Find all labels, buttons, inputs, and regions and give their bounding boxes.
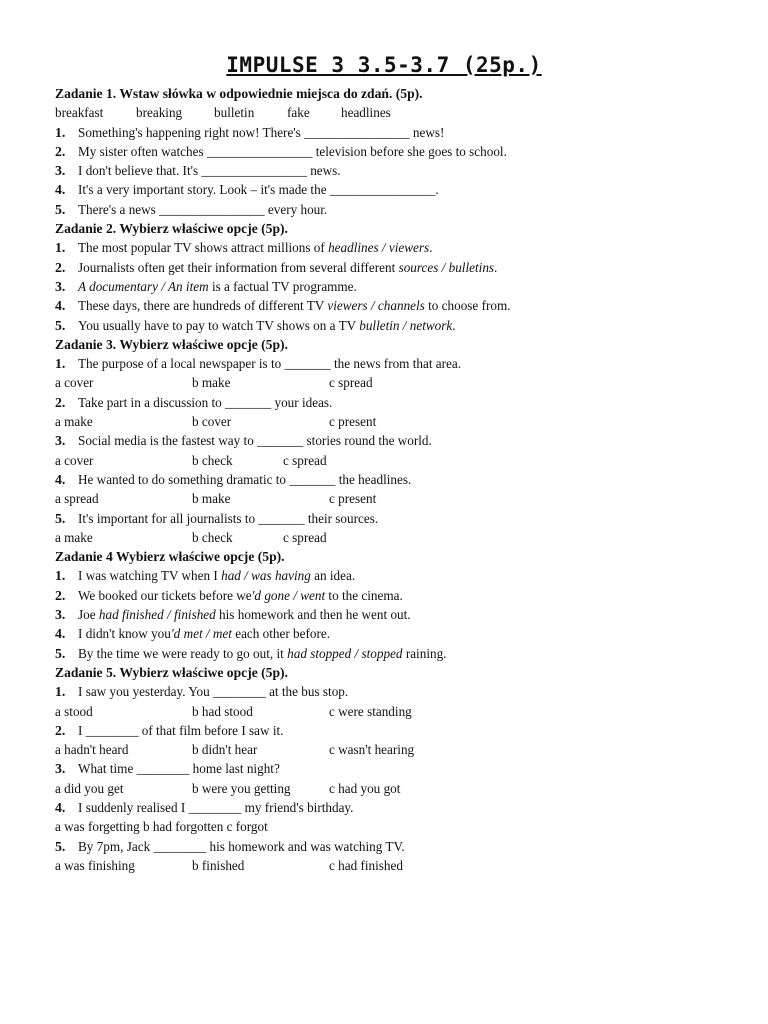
item-text-pre: You usually have to pay to watch TV shows on a TV — [78, 317, 360, 333]
task4-item — [55, 605, 755, 624]
task5-item — [55, 682, 755, 701]
task3-item — [55, 470, 755, 489]
option-b: b didn't hear — [192, 742, 258, 758]
item-text-pre: We booked our tickets before we — [78, 587, 252, 603]
item-number: 3. — [55, 278, 66, 294]
item-text: I saw you yesterday. You ________ at the bus stop. — [78, 684, 349, 700]
option-a: a cover — [55, 375, 94, 391]
task5-heading: Zadanie 5. Wybierz właściwe opcje (5p). — [55, 664, 288, 680]
option-c: c present — [329, 491, 377, 507]
page-title: IMPULSE 3 3.5-3.7 (25p.) — [226, 53, 542, 77]
option-b: b finished — [192, 857, 245, 873]
task1-word-bank — [55, 103, 755, 122]
item-options: A documentary / An item — [78, 278, 209, 294]
item-text — [78, 316, 755, 335]
word-bank-item: breaking — [136, 105, 183, 121]
item-text-pre: The most popular TV shows attract millions of — [78, 240, 329, 256]
option-c: c were standing — [329, 703, 412, 719]
item-text-post: to the cinema. — [325, 587, 403, 603]
item-number: 2. — [55, 722, 66, 738]
item-text — [78, 586, 755, 605]
task3-options — [55, 373, 755, 392]
item-number: 5. — [55, 317, 66, 333]
item-text — [78, 238, 755, 257]
option-a: a did you get — [55, 780, 124, 796]
item-text-post: . — [429, 240, 433, 256]
item-number: 1. — [55, 124, 66, 140]
option-c: c present — [329, 414, 377, 430]
item-options: had / was having — [221, 568, 311, 584]
task2-item — [55, 316, 755, 335]
item-number: 4. — [55, 471, 66, 487]
item-text — [78, 296, 755, 315]
task4-item — [55, 586, 755, 605]
item-text — [78, 644, 755, 663]
task2-item — [55, 296, 755, 315]
task3-item — [55, 393, 755, 412]
item-options: bulletin / network — [359, 317, 453, 333]
task3-options — [55, 528, 755, 547]
task5-options-line: a was forgetting b had forgotten c forgot — [55, 819, 268, 835]
task5-options — [55, 702, 755, 721]
option-b: b check — [192, 452, 233, 468]
item-text: I ________ of that film before I saw it. — [78, 722, 284, 738]
option-c: c spread — [329, 375, 373, 391]
option-a: a cover — [55, 452, 94, 468]
item-text: What time ________ home last night? — [78, 761, 280, 777]
task4-item — [55, 624, 755, 643]
item-text-pre: By the time we were ready to go out, it — [78, 645, 288, 661]
item-text-pre: Joe — [78, 607, 99, 623]
task5-options — [55, 856, 755, 875]
option-c: c spread — [283, 452, 327, 468]
option-a: a make — [55, 529, 93, 545]
item-text — [78, 277, 755, 296]
task2-heading: Zadanie 2. Wybierz właściwe opcje (5p). — [55, 221, 288, 237]
item-text-post: each other before. — [231, 626, 331, 642]
word-bank-item: headlines — [341, 105, 391, 121]
option-b: b were you getting — [192, 780, 291, 796]
option-b: b make — [192, 375, 231, 391]
option-c: c had finished — [329, 857, 403, 873]
item-text: My sister often watches ________________ television before she goes to school. — [78, 143, 507, 159]
task3-heading: Zadanie 3. Wybierz właściwe opcje (5p). — [55, 336, 288, 352]
item-text — [78, 258, 755, 277]
item-options: 'd met / met — [170, 626, 232, 642]
item-text: I suddenly realised I ________ my friend's birthday. — [78, 799, 354, 815]
item-text-post: is a factual TV programme. — [208, 278, 357, 294]
item-text: The purpose of a local newspaper is to _______ the news from that area. — [78, 356, 462, 372]
item-text-pre: Journalists often get their information from several different — [78, 259, 399, 275]
item-text: It's a very important story. Look – it's made the ________________. — [78, 182, 439, 198]
item-text: Something's happening right now! There's ________________ news! — [78, 124, 445, 140]
item-text: I don't believe that. It's ________________ news. — [78, 163, 341, 179]
word-bank-item: fake — [287, 105, 310, 121]
option-b: b had stood — [192, 703, 253, 719]
task5-options — [55, 779, 755, 798]
option-c: c spread — [283, 529, 327, 545]
item-text: He wanted to do something dramatic to _______ the headlines. — [78, 471, 412, 487]
option-b: b make — [192, 491, 231, 507]
task5-item — [55, 798, 755, 817]
item-number: 4. — [55, 298, 66, 314]
item-text-pre: I was watching TV when I — [78, 568, 222, 584]
item-text-post: to choose from. — [424, 298, 511, 314]
item-number: 2. — [55, 259, 66, 275]
item-options: viewers / channels — [327, 298, 425, 314]
item-number: 3. — [55, 761, 66, 777]
task1-item — [55, 200, 755, 219]
item-number: 5. — [55, 838, 66, 854]
task3-item — [55, 354, 755, 373]
item-number: 5. — [55, 645, 66, 661]
item-text — [78, 605, 755, 624]
option-a: a spread — [55, 491, 99, 507]
item-options: headlines / viewers — [328, 240, 430, 256]
task2-item — [55, 277, 755, 296]
option-a: a hadn't heard — [55, 742, 129, 758]
task1-item — [55, 142, 755, 161]
item-number: 2. — [55, 143, 66, 159]
item-number: 3. — [55, 607, 66, 623]
task4-heading: Zadanie 4 Wybierz właściwe opcje (5p). — [55, 549, 285, 565]
item-text-post: . — [494, 259, 498, 275]
item-options: sources / bulletins — [398, 259, 495, 275]
item-number: 2. — [55, 394, 66, 410]
item-options: had stopped / stopped — [287, 645, 403, 661]
item-text-pre: I didn't know you — [78, 626, 171, 642]
option-c: c had you got — [329, 780, 401, 796]
task4-item — [55, 644, 755, 663]
item-number: 3. — [55, 163, 66, 179]
item-text-post: . — [452, 317, 456, 333]
item-number: 3. — [55, 433, 66, 449]
option-a: a was finishing — [55, 857, 135, 873]
task3-options — [55, 489, 755, 508]
item-text — [78, 566, 755, 585]
item-number: 2. — [55, 587, 66, 603]
item-number: 4. — [55, 182, 66, 198]
item-number: 4. — [55, 626, 66, 642]
item-text-pre: These days, there are hundreds of different TV — [78, 298, 328, 314]
word-bank-item: breakfast — [55, 105, 104, 121]
item-number: 5. — [55, 201, 66, 217]
item-text-post: his homework and then he went out. — [215, 607, 411, 623]
item-number: 1. — [55, 684, 66, 700]
task3-options — [55, 451, 755, 470]
item-text: There's a news ________________ every hour. — [78, 201, 328, 217]
item-number: 1. — [55, 356, 66, 372]
task5-item — [55, 837, 755, 856]
item-text: By 7pm, Jack ________ his homework and was watching TV. — [78, 838, 405, 854]
item-options: 'd gone / went — [251, 587, 326, 603]
option-a: a make — [55, 414, 93, 430]
option-a: a stood — [55, 703, 93, 719]
task4-item — [55, 566, 755, 585]
task2-item — [55, 238, 755, 257]
option-c: c wasn't hearing — [329, 742, 415, 758]
option-b: b cover — [192, 414, 232, 430]
task3-options — [55, 412, 755, 431]
item-options: had finished / finished — [98, 607, 216, 623]
item-text — [78, 624, 755, 643]
task1-item — [55, 180, 755, 199]
item-text: Social media is the fastest way to _______ stories round the world. — [78, 433, 432, 449]
item-number: 5. — [55, 510, 66, 526]
task3-item — [55, 509, 755, 528]
task1-item — [55, 161, 755, 180]
item-text: It's important for all journalists to _______ their sources. — [78, 510, 379, 526]
item-number: 1. — [55, 240, 66, 256]
task2-item — [55, 258, 755, 277]
option-b: b check — [192, 529, 233, 545]
task1-heading: Zadanie 1. Wstaw słówka w odpowiednie miejsca do zdań. (5p). — [55, 86, 423, 101]
item-text-post: an idea. — [310, 568, 356, 584]
item-number: 1. — [55, 568, 66, 584]
item-text-post: raining. — [402, 645, 447, 661]
item-number: 4. — [55, 799, 66, 815]
task1-item — [55, 123, 755, 142]
task5-options — [55, 740, 755, 759]
word-bank-item: bulletin — [214, 105, 255, 121]
task5-item — [55, 759, 755, 778]
item-text: Take part in a discussion to _______ your ideas. — [78, 394, 333, 410]
worksheet-content — [55, 84, 755, 875]
task3-item — [55, 431, 755, 450]
task5-item — [55, 721, 755, 740]
